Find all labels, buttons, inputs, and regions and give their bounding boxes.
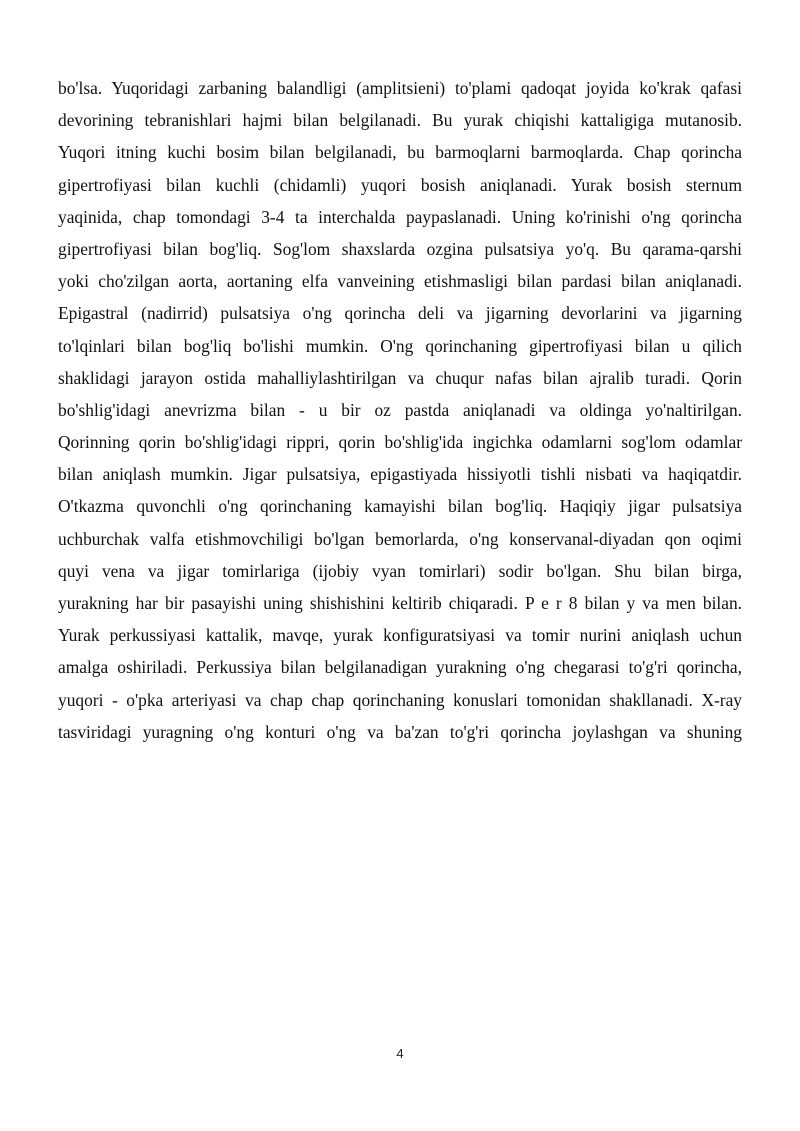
text-line: bo'shlig'idagi anevrizma bilan - u bir oz pastda aniqlanadi va oldinga yo'naltirilgan. xyxy=(58,399,742,420)
text-line: O'tkazma quvonchli o'ng qorinchaning kamayishi bilan bog'liq. Haqiqiy jigar pulsatsiya xyxy=(58,496,742,517)
text-line: yurakning har bir pasayishi uning shishishini keltirib chiqaradi. P e r 8 bilan y va men bilan. xyxy=(58,593,742,613)
text-line: bo'lsa. Yuqoridagi zarbaning balandligi (amplitsieni) to'plami qadoqat joyida ko'krak qafasi xyxy=(58,78,742,98)
text-line: Yuqori itning kuchi bosim bilan belgilanadi, bu barmoqlarni barmoqlarda. Chap qorincha xyxy=(58,142,742,163)
text-line: Epigastral (nadirrid) pulsatsiya o'ng qorincha deli va jigarning devorlarini va jigarning xyxy=(58,303,742,324)
text-line: quyi vena va jigar tomirlariga (ijobiy vyan tomirlari) sodir bo'lgan. Shu bilan birga, xyxy=(58,560,742,581)
text-line: yuqori - o'pka arteriyasi va chap chap qorinchaning konuslari tomonidan shakllanadi. X-ray xyxy=(58,689,742,710)
text-line: gipertrofiyasi bilan kuchli (chidamli) yuqori bosish aniqlanadi. Yurak bosish sternum xyxy=(58,174,742,195)
text-line: tasviridagi yuragning o'ng konturi o'ng va ba'zan to'g'ri qorincha joylashgan va shuning xyxy=(58,721,742,742)
text-line: bilan aniqlash mumkin. Jigar pulsatsiya, epigastiyada hissiyotli tishli nisbati va haqiqatdir. xyxy=(58,464,742,485)
text-line: Qorinning qorin bo'shlig'idagi rippri, qorin bo'shlig'ida ingichka odamlarni sog'lom odamlar xyxy=(58,432,742,453)
body-text xyxy=(58,72,742,748)
text-line: yaqinida, chap tomondagi 3-4 ta interchalda paypaslanadi. Uning ko'rinishi o'ng qorincha xyxy=(58,206,742,227)
text-line: uchburchak valfa etishmovchiligi bo'lgan bemorlarda, o'ng konservanal-diyadan qon oqimi xyxy=(58,528,742,549)
page-number: 4 xyxy=(396,1046,404,1061)
text-line: shaklidagi jarayon ostida mahalliylashtirilgan va chuqur nafas bilan ajralib turadi. Qorin xyxy=(58,367,742,388)
text-line: gipertrofiyasi bilan bog'liq. Sog'lom shaxslarda ozgina pulsatsiya yo'q. Bu qarama-qarshi xyxy=(58,238,742,259)
text-line: amalga oshiriladi. Perkussiya bilan belgilanadigan yurakning o'ng chegarasi to'g'ri qorincha, xyxy=(58,657,742,678)
text-line: yoki cho'zilgan aorta, aortaning elfa vanveining etishmasligi bilan pardasi bilan aniqlanadi. xyxy=(58,271,742,292)
text-line: Yurak perkussiyasi kattalik, mavqe, yurak konfiguratsiyasi va tomir nurini aniqlash uchun xyxy=(58,625,742,646)
text-line: devorining tebranishlari hajmi bilan belgilanadi. Bu yurak chiqishi kattaligiga mutanosib. xyxy=(58,110,742,131)
text-line: to'lqinlari bilan bog'liq bo'lishi mumkin. O'ng qorinchaning gipertrofiyasi bilan u qilich xyxy=(58,335,742,356)
